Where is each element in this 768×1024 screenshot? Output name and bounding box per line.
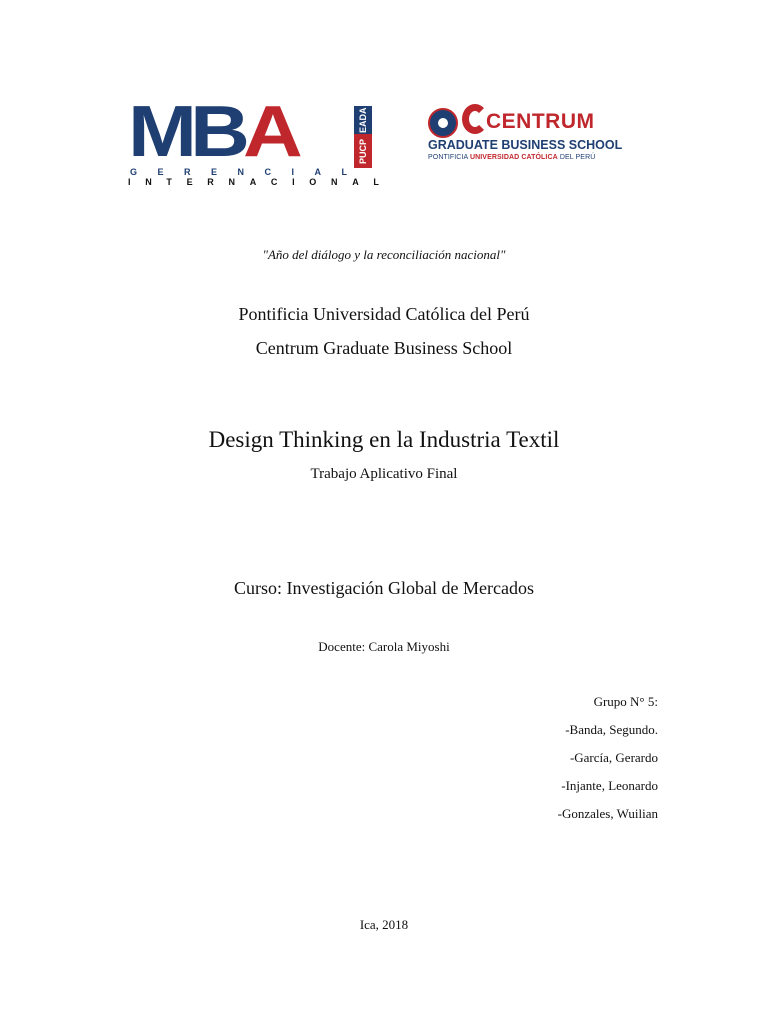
university-name: Pontificia Universidad Católica del Perú (238, 304, 530, 324)
university-seal-icon (428, 108, 458, 138)
mba-logo-letters (128, 92, 296, 172)
document-subtitle: Trabajo Aplicativo Final (310, 466, 458, 482)
centrum-logo-univ-bold: UNIVERSIDAD CATÓLICA (469, 154, 558, 161)
mba-logo-pucp: PUCP (354, 134, 372, 168)
centrum-logo-univ-prefix: PONTIFICIA (428, 154, 470, 161)
centrum-logo-univ-suffix: DEL PERÚ (557, 154, 596, 161)
mba-logo-eada: EADA (354, 106, 372, 134)
year-motto: "Año del diálogo y la reconciliación nacional" (262, 247, 506, 262)
group-label: Grupo N° 5: (593, 694, 658, 709)
mba-logo-gerencial: GERENCIAL (130, 167, 368, 177)
centrum-logo-university (428, 154, 595, 161)
group-member: -Gonzales, Wuilian (557, 806, 658, 821)
mba-logo-side-tags (354, 106, 372, 168)
teacher-name: Docente: Carola Miyoshi (318, 639, 450, 654)
mba-gerencial-logo (128, 92, 394, 187)
place-date: Ica, 2018 (359, 917, 409, 932)
centrum-logo-subtitle: GRADUATE BUSINESS SCHOOL (428, 138, 623, 152)
group-member: -Injante, Leonardo (561, 778, 658, 793)
centrum-logo (428, 106, 638, 166)
group-member: -Banda, Segundo. (565, 722, 658, 737)
document-title: Design Thinking en la Industria Textil (208, 427, 560, 452)
centrum-logo-name: CENTRUM (486, 110, 595, 133)
course-name: Curso: Investigación Global de Mercados (234, 578, 534, 598)
group-member: -García, Gerardo (569, 750, 658, 765)
mba-logo-mb: MB (128, 92, 243, 172)
mba-logo-internacional: INTERNACIONAL (128, 177, 394, 187)
school-name: Centrum Graduate Business School (255, 338, 513, 358)
mba-logo-a: A (242, 92, 296, 172)
centrum-c-icon (462, 104, 488, 134)
